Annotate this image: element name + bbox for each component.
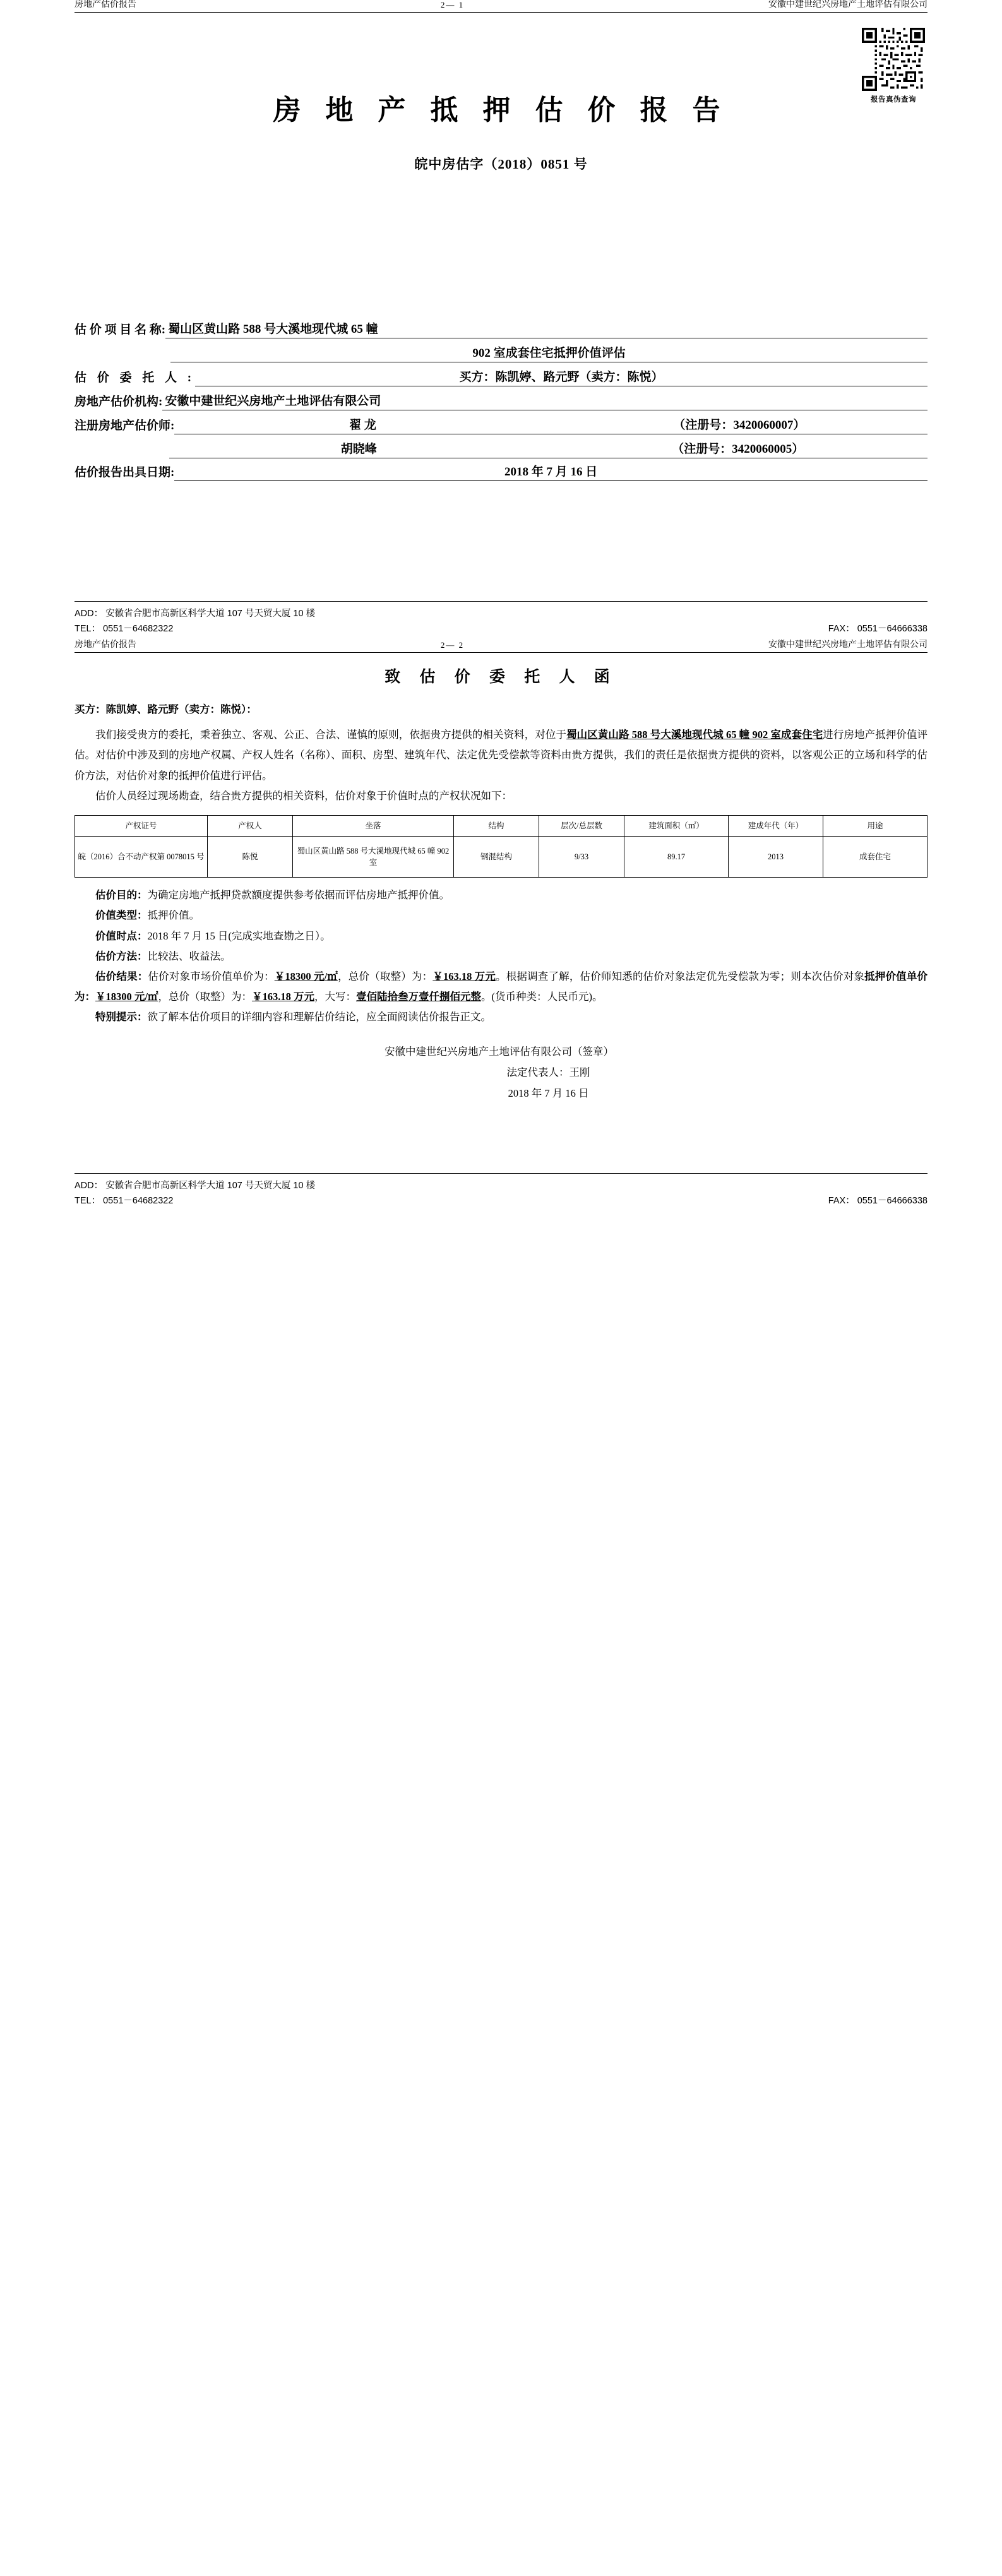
letter-footer [75,1173,927,1208]
result-unit-price-market: ￥18300 元/㎡ [274,970,338,982]
item-value-date-label: 价值时点： [95,929,148,942]
field-issue-date [75,466,927,481]
running-header-page1 [75,0,927,13]
field-client-value: 买方：陈凯婷、路元野（卖方：陈悦） [195,371,927,386]
cover-sheet [0,0,1002,636]
td-owner: 陈悦 [208,836,293,877]
signature-legal-representative: 法定代表人：王刚 [506,1066,590,1079]
field-agency-value: 安徽中建世纪兴房地产土地评估有限公司 [162,395,927,410]
special-note-label: 特别提示： [95,1011,148,1023]
qr-code-block [859,28,927,104]
field-appraiser-1-reg: （注册号：3420060007） [551,419,927,434]
item-value-date-text: 2018 年 7 月 15 日(完成实地查勘之日）。 [147,929,331,942]
result-amount-in-words: 壹佰陆拾叁万壹仟捌佰元整 [355,991,481,1003]
th-area: 建筑面积（㎡） [624,815,729,836]
field-appraiser-2-reg: （注册号：3420060005） [549,443,928,458]
field-appraiser-2-name: 胡晓峰 [169,443,549,458]
signature-date: 2018 年 7 月 16 日 [508,1087,589,1100]
page-title: 房 地 产 抵 押 估 价 报 告 [273,95,729,126]
field-appraiser-2 [75,443,927,458]
cover-footer-tel: TEL： 0551－64682322 [75,623,174,634]
td-year: 2013 [729,836,823,877]
result-text-a: 估价对象市场价值单价为： [148,970,275,982]
property-rights-table [75,815,927,878]
running-header-left-2: 房地产估价报告 [75,640,136,650]
result-text-c: 。根据调查了解，估价师知悉的估价对象法定优先受偿款为零；则本次估价对象 [496,970,865,982]
table-row [75,836,927,877]
td-cert-no: 皖（2016）合不动产权第 0078015 号 [75,836,208,877]
report-number: 皖中房估字（2018）0851 号 [414,157,588,172]
letter-paragraph-1 [75,725,927,786]
item-value-type-label: 价值类型： [95,909,148,922]
cover-footer [75,601,927,636]
item-result [75,967,927,1007]
result-text-e: ，总价（取整）为： [158,991,252,1003]
letter-para1-part-b: 进行房地产抵押价值评估。对估价中涉及到的房地产权属、产权人姓名（名称）、面积、房型、建筑年代、法定优先受偿款等资料由贵方提供，我们的责任是依据贵方提供的资料，以客观公正的立场和科学的估价方法，对估价对象的抵押价值进行评估。 [75,729,928,782]
running-header-page2 [75,640,927,653]
letter-title: 致 估 价 委 托 人 函 [385,669,617,686]
signature-company: 安徽中建世纪兴房地产土地评估有限公司（签章） [385,1046,614,1058]
th-location: 坐落 [293,815,454,836]
item-method-label: 估价方法： [95,950,148,962]
running-header-page-number: 2— 1 [440,0,465,10]
field-client-label: 估 价 委 托 人 : [75,371,196,385]
field-issue-date-label: 估价报告出具日期: [75,466,175,480]
item-value-date [75,926,927,946]
field-project-name-continued [75,347,927,362]
letter-salutation: 买方：陈凯婷、路元野（卖方：陈悦）： [75,703,257,716]
cover-footer-fax: FAX： 0551－64666338 [828,623,927,634]
field-agency-label: 房地产估价机构: [75,395,163,409]
td-use: 成套住宅 [823,836,927,877]
td-location: 蜀山区黄山路 588 号大溪地现代城 65 幢 902 室 [293,836,454,877]
th-use: 用途 [823,815,927,836]
th-owner: 产权人 [208,815,293,836]
letter-footer-address: ADD： 安徽省合肥市高新区科学大道 107 号天贸大厦 10 楼 [75,1181,316,1191]
running-header-right: 安徽中建世纪兴房地产土地评估有限公司 [768,0,927,9]
result-unit-price-mortgage: ￥18300 元/㎡ [95,991,158,1003]
running-header-left: 房地产估价报告 [75,0,136,9]
running-header-page-number-2: 2— 2 [440,640,465,650]
item-purpose-text: 为确定房地产抵押贷款额度提供参考依据而评估房地产抵押价值。 [147,889,450,902]
letter-para1-property: 蜀山区黄山路 588 号大溪地现代城 65 幢 902 室成套住宅 [566,729,823,741]
th-year: 建成年代（年） [729,815,823,836]
item-result-label: 估价结果： [95,970,148,982]
result-text-b: ，总价（取整）为： [338,970,433,982]
result-text-d: 抵押价值单价为： [75,970,928,1003]
result-text-g: 。(货币种类：人民币元)。 [480,991,603,1003]
item-purpose [75,885,927,905]
special-note [75,1007,927,1027]
letter-paragraph-2: 估价人员经过现场勘查，结合贵方提供的相关资料，估价对象于价值时点的产权状况如下： [95,789,512,802]
th-cert-no: 产权证号 [75,815,208,836]
field-project-name-label: 估 价 项 目 名 称: [75,323,166,337]
result-total-price-mortgage: ￥163.18 万元 [251,991,314,1003]
field-appraiser-label: 注册房地产估价师: [75,419,175,433]
document-page [0,0,1002,1246]
field-issue-date-value: 2018 年 7 月 16 日 [174,466,927,481]
table-header-row [75,815,927,836]
special-note-text: 欲了解本估价项目的详细内容和理解估价结论，应全面阅读估价报告正文。 [147,1011,491,1023]
signature-block [75,1041,927,1104]
field-project-name-value-line1: 蜀山区黄山路 588 号大溪地现代城 65 幢 [165,323,927,338]
item-method-text: 比较法、收益法。 [147,950,231,962]
td-floor: 9/33 [539,836,624,877]
qr-code-icon[interactable] [862,28,925,91]
field-client [75,371,927,386]
item-value-type [75,905,927,926]
letter-footer-fax: FAX： 0551－64666338 [828,1195,927,1206]
letter-para1-part-a: 我们接受贵方的委托，秉着独立、客观、公正、合法、谨慎的原则，依据贵方提供的相关资料，对位于 [95,729,567,741]
cover-fields [75,323,927,481]
letter-footer-tel: TEL： 0551－64682322 [75,1195,174,1206]
field-appraiser-1 [75,419,927,434]
th-structure: 结构 [454,815,539,836]
td-area: 89.17 [624,836,729,877]
item-value-type-text: 抵押价值。 [147,909,200,922]
qr-caption: 报告真伪查询 [871,96,916,104]
item-method [75,946,927,967]
result-text-f: ，大写： [314,991,356,1003]
letter-sheet [0,640,1002,1246]
th-floor: 层次/总层数 [539,815,624,836]
field-project-name-value-line2: 902 室成套住宅抵押价值评估 [170,347,927,362]
result-total-price-market: ￥163.18 万元 [432,970,496,982]
field-agency [75,395,927,410]
running-header-right-2: 安徽中建世纪兴房地产土地评估有限公司 [768,640,927,650]
cover-footer-address: ADD： 安徽省合肥市高新区科学大道 107 号天贸大厦 10 楼 [75,609,316,619]
item-purpose-label: 估价目的： [95,889,148,902]
field-project-name [75,323,927,338]
td-structure: 钢混结构 [454,836,539,877]
field-appraiser-1-name: 翟 龙 [174,419,551,434]
